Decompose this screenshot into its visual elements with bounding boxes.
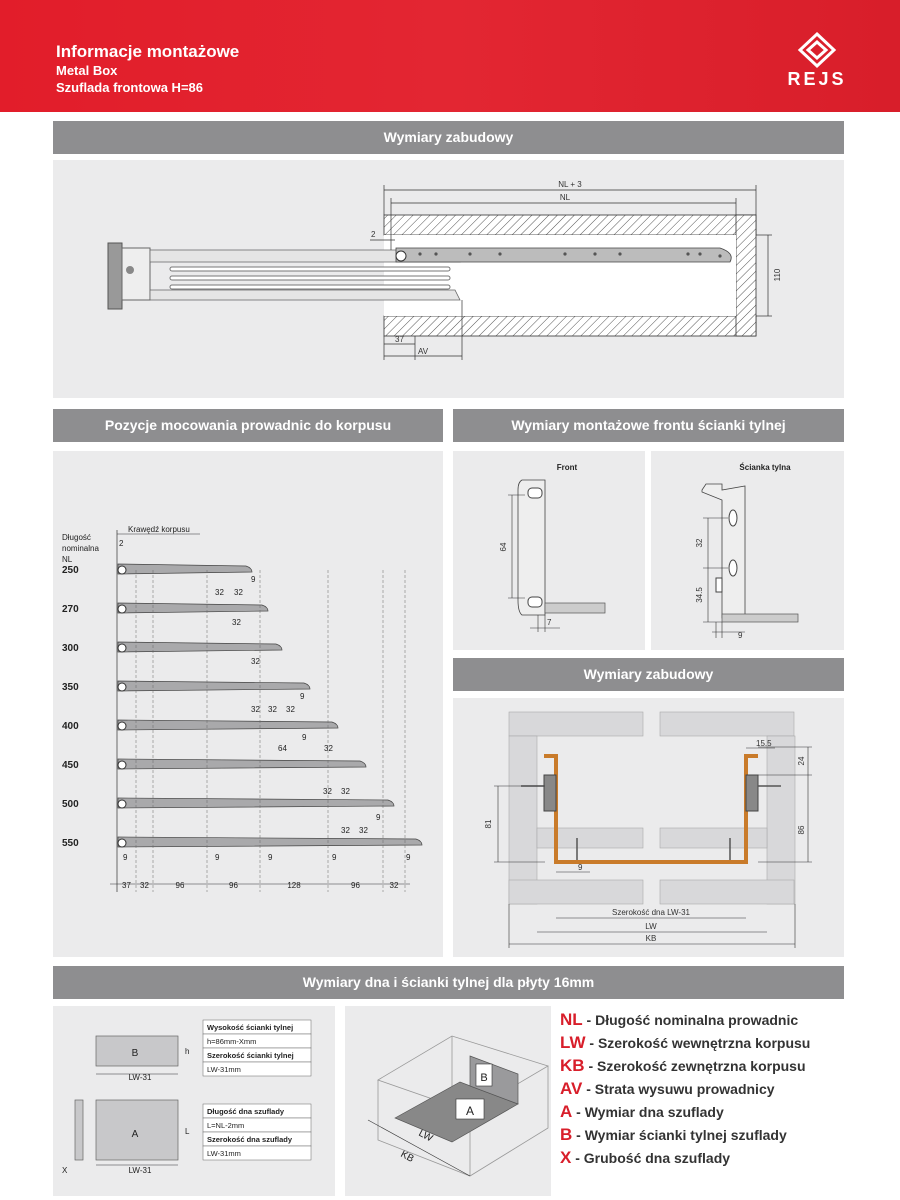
dim-550-1: 9 <box>215 853 220 862</box>
page-title: Informacje montażowe <box>56 42 240 61</box>
build-dim-81: 81 <box>484 819 493 829</box>
runner-wheel-270 <box>118 605 126 613</box>
drawer-rail-2 <box>170 276 450 280</box>
dim-nl-plus-3: NL + 3 <box>558 180 582 189</box>
legend-key-x: X <box>560 1148 572 1167</box>
section-bar-top: Wymiary zabudowy <box>53 121 844 154</box>
build-dim-24: 24 <box>797 756 806 766</box>
runner-wheel-550 <box>118 839 126 847</box>
front-plate <box>545 603 605 613</box>
dim-350-3: 32 <box>286 705 295 714</box>
board-a-width: LW-31 <box>128 1166 152 1175</box>
legend-row-av <box>560 1079 845 1102</box>
build-dim-86: 86 <box>797 825 806 835</box>
drawer-side-bottom <box>150 290 460 300</box>
dim-250-0: 32 <box>215 588 224 597</box>
board-a-label: A <box>131 1129 139 1140</box>
runner-rail-550 <box>118 837 422 847</box>
legend-key-a: A <box>560 1102 573 1121</box>
edge-gap: 2 <box>119 539 124 548</box>
legend-row-nl <box>560 1010 845 1033</box>
nl-length-270: 270 <box>62 604 79 615</box>
front-slot-bottom <box>528 597 542 607</box>
dim-37: 37 <box>395 335 404 344</box>
front-bracket-diagram <box>453 451 645 650</box>
front-dim-7: 7 <box>547 618 552 627</box>
bottom-dim-2: 96 <box>175 881 185 890</box>
build-kb: KB <box>645 934 657 943</box>
runner-rail-350 <box>118 681 310 691</box>
runner-positions-diagram <box>53 451 443 957</box>
dim-550-2: 9 <box>268 853 273 862</box>
t1-h1: Wysokość ścianki tylnej <box>207 1023 294 1032</box>
dim-350-2: 32 <box>268 705 277 714</box>
rejs-logo <box>772 30 862 116</box>
back-plate <box>722 614 798 622</box>
dim-250-2: 9 <box>251 575 256 584</box>
build-dim-15-5: 15.5 <box>756 739 772 748</box>
front-adjuster <box>126 266 134 274</box>
nl-length-350: 350 <box>62 682 79 693</box>
legend-row-lw <box>560 1033 845 1056</box>
legend-key-nl: NL <box>560 1010 583 1029</box>
nl-length-550: 550 <box>62 838 79 849</box>
screws <box>521 786 781 860</box>
runner-rail-300 <box>118 642 282 652</box>
front-bracket-shape <box>518 480 545 615</box>
cabinet-back-wall <box>736 215 756 336</box>
bottom-dim-3: 96 <box>229 881 238 890</box>
t1-h2: Szerokość ścianki tylnej <box>207 1051 294 1060</box>
dim-nl: NL <box>559 193 571 202</box>
back-bracket-diagram <box>651 451 844 650</box>
runner-wheel-500 <box>118 800 126 808</box>
bottom-dim-1: 32 <box>140 881 149 890</box>
t2-h2: Szerokość dna szuflady <box>207 1135 293 1144</box>
build-dim-9: 9 <box>578 863 583 872</box>
dim-350-0: 9 <box>300 692 305 701</box>
runner-wheel-250 <box>118 566 126 574</box>
logo-text: REJS <box>787 69 847 89</box>
build-inner-width: Szerokość dna LW-31 <box>612 908 690 917</box>
section-bar-front-back: Wymiary montażowe frontu ścianki tylnej <box>453 409 844 442</box>
runner-rail-400 <box>118 720 338 730</box>
back-dim-34-5: 34.5 <box>695 587 704 603</box>
runner-rail-450 <box>118 759 366 769</box>
dim-400-2: 32 <box>324 744 333 753</box>
drawer-rail-1 <box>170 267 450 271</box>
t2-v1: L=NL-2mm <box>207 1121 245 1130</box>
dim-550-0: 9 <box>123 853 128 862</box>
legend-row-x <box>560 1148 845 1171</box>
iso-kb: KB <box>398 1148 416 1165</box>
board-b-width: LW-31 <box>128 1073 152 1082</box>
back-bracket-shape <box>702 484 745 618</box>
dim-400-1: 64 <box>278 744 287 753</box>
cabinet-bottom-wall <box>384 316 756 336</box>
iso-lw: LW <box>416 1127 435 1145</box>
legend-key-b: B <box>560 1125 573 1144</box>
back-tab <box>716 578 722 592</box>
edge-label: Krawędź korpusu <box>128 525 190 534</box>
product-name: Metal Box <box>56 63 118 78</box>
legend-text-x: - Grubość dna szuflady <box>571 1150 731 1166</box>
section-bar-bottom: Wymiary dna i ścianki tylnej dla płyty 16mm <box>53 966 844 999</box>
drawer-isometric <box>345 1006 551 1196</box>
bottom-dim-0: 37 <box>122 881 131 890</box>
dim-300-0: 32 <box>251 657 260 666</box>
legend-key-kb: KB <box>560 1056 585 1075</box>
front-bracket <box>122 248 150 300</box>
legend-text-a: - Wymiar dna szuflady <box>572 1104 724 1120</box>
runner-wheel-300 <box>118 644 126 652</box>
build-cross-section <box>453 698 844 957</box>
nl-length-300: 300 <box>62 643 79 654</box>
dim-500-2: 32 <box>359 826 368 835</box>
back-dim-9: 9 <box>738 631 743 640</box>
board-x-label: X <box>62 1166 68 1175</box>
legend-row-kb <box>560 1056 845 1079</box>
iso-b-label: B <box>480 1072 488 1084</box>
runner-right <box>746 775 758 811</box>
front-dim-64: 64 <box>499 542 508 552</box>
board-a-edge <box>75 1100 83 1160</box>
dim-400-0: 9 <box>302 733 307 742</box>
legend-text-nl: - Długość nominalna prowadnic <box>582 1012 799 1028</box>
nl-length-450: 450 <box>62 760 79 771</box>
nl-length-500: 500 <box>62 799 79 810</box>
back-dim-32: 32 <box>695 538 704 548</box>
nl-length-250: 250 <box>62 565 79 576</box>
board-b-label: B <box>131 1048 139 1059</box>
nl-length-400: 400 <box>62 721 79 732</box>
section-bar-build: Wymiary zabudowy <box>453 658 844 691</box>
board-a-l: L <box>185 1127 190 1136</box>
iso-a-label: A <box>465 1104 475 1118</box>
dim-av: AV <box>418 347 429 356</box>
dim-2: 2 <box>371 230 376 239</box>
page-subtitle: Szuflada frontowa H=86 <box>56 80 203 95</box>
t1-v2: LW-31mm <box>207 1065 241 1074</box>
dim-350-1: 32 <box>251 705 260 714</box>
nl-header-line1: Długość <box>62 533 91 542</box>
bottom-dim-5: 96 <box>351 881 360 890</box>
dim-110: 110 <box>773 268 782 282</box>
legend-text-lw: - Szerokość wewnętrzna korpusu <box>585 1035 811 1051</box>
back-title: Ścianka tylna <box>739 463 791 472</box>
runner-rail-500 <box>118 798 394 808</box>
build-lw: LW <box>645 922 657 931</box>
board-dimensions-diagram <box>53 1006 335 1196</box>
dim-270-0: 32 <box>232 618 241 627</box>
dim-250-1: 32 <box>234 588 243 597</box>
cabinet-top-wall <box>384 215 756 235</box>
drawer-front <box>108 243 122 309</box>
t1-v1: h=86mm-Xmm <box>207 1037 257 1046</box>
legend-key-av: AV <box>560 1079 583 1098</box>
legend-text-av: - Strata wysuwu prowadnicy <box>582 1081 775 1097</box>
legend-text-b: - Wymiar ścianki tylnej szuflady <box>572 1127 787 1143</box>
runner-left <box>544 775 556 811</box>
dim-550-4: 9 <box>406 853 411 862</box>
drawer-rail-3 <box>170 285 450 289</box>
legend-key-lw: LW <box>560 1033 586 1052</box>
t2-v2: LW-31mm <box>207 1149 241 1158</box>
t2-h1: Długość dna szuflady <box>207 1107 285 1116</box>
runner-wheel-450 <box>118 761 126 769</box>
dim-550-3: 9 <box>332 853 337 862</box>
legend-text-kb: - Szerokość zewnętrzna korpusu <box>584 1058 806 1074</box>
runner-wheel <box>396 251 406 261</box>
dim-500-1: 32 <box>341 826 350 835</box>
runner-rows <box>62 564 422 862</box>
bottom-dim-6: 32 <box>389 881 399 890</box>
header-banner <box>0 0 900 112</box>
runner-wheel-350 <box>118 683 126 691</box>
legend <box>560 1010 845 1171</box>
back-slot-bottom <box>729 560 737 576</box>
back-slot-top <box>729 510 737 526</box>
nl-header-line3: NL <box>62 555 73 564</box>
nl-header-line2: nominalna <box>62 544 99 553</box>
runner-rail-250 <box>118 564 252 574</box>
top-install-diagram <box>53 160 844 398</box>
runner-wheel-400 <box>118 722 126 730</box>
board-b-h: h <box>185 1047 190 1056</box>
legend-row-b <box>560 1125 845 1148</box>
front-title: Front <box>556 463 578 472</box>
dim-450-1: 32 <box>341 787 350 796</box>
legend-row-a <box>560 1102 845 1125</box>
section-bar-positions: Pozycje mocowania prowadnic do korpusu <box>53 409 443 442</box>
dim-450-0: 32 <box>323 787 332 796</box>
bottom-dim-4: 128 <box>287 881 301 890</box>
dim-500-0: 9 <box>376 813 381 822</box>
runner-slide <box>396 248 731 262</box>
front-slot-top <box>528 488 542 498</box>
runner-rail-270 <box>118 603 268 613</box>
